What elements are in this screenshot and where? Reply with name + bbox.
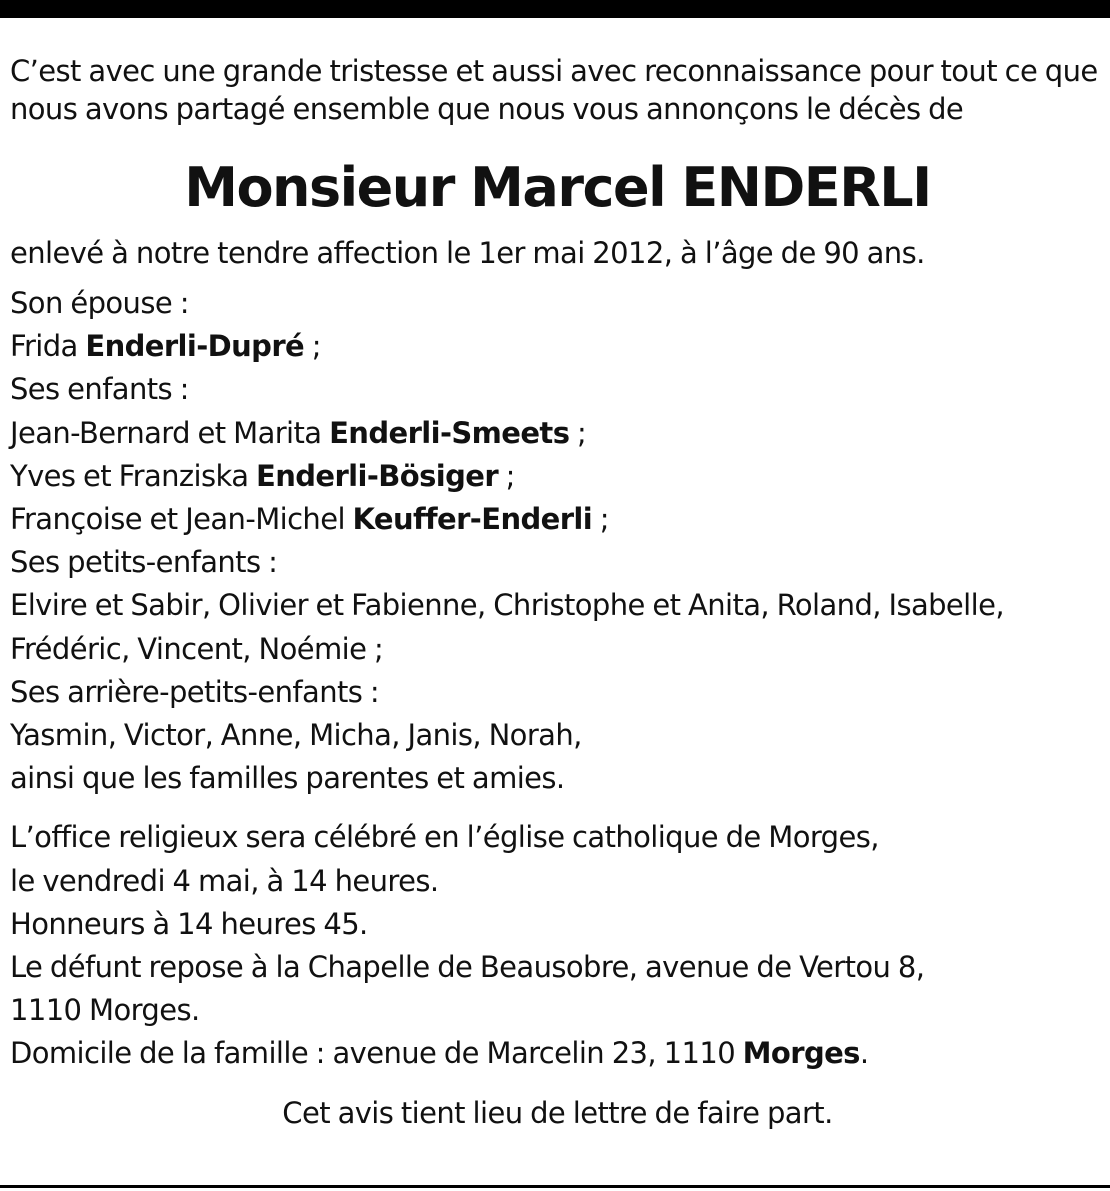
service-details — [10, 816, 1105, 1075]
spouse-first-name: Frida — [10, 329, 86, 364]
relatives-text: ainsi que les familles parentes et amies. — [10, 761, 565, 796]
child-end: ; — [592, 502, 609, 537]
great-grandchildren-label: Ses arrière-petits-enfants : — [10, 674, 380, 709]
child-first-names: Yves et Franziska — [10, 458, 256, 493]
family-domicile — [10, 1032, 1105, 1075]
great-grandchildren-names: Yasmin, Victor, Anne, Micha, Janis, Norah, — [10, 718, 582, 753]
grandchildren-names: Elvire et Sabir, Olivier et Fabienne, Christophe et Anita, Roland, Isabelle, — [10, 588, 1004, 623]
spouse-entry — [10, 325, 1105, 368]
child-end: ; — [498, 458, 515, 493]
obituary-notice — [10, 52, 1105, 1132]
closing-note: Cet avis tient lieu de lettre de faire part. — [282, 1095, 833, 1130]
spouse-surname: Enderli-Dupré — [85, 329, 305, 364]
child-surname: Enderli-Smeets — [329, 415, 570, 450]
honours-time: Honneurs à 14 heures 45. — [10, 906, 368, 941]
intro-text: C’est avec une grande tristesse et aussi avec reconnaissance pour tout ce que nous avons partagé ensemble que nous vous annonçons le décès de — [10, 54, 1098, 126]
child-first-names: Françoise et Jean-Michel — [10, 502, 353, 537]
domicile-address: Domicile de la famille : avenue de Marcelin 23, 1110 — [10, 1036, 743, 1071]
domicile-city: Morges — [742, 1036, 860, 1071]
child-surname: Keuffer-Enderli — [352, 502, 593, 537]
bottom-rule — [0, 1185, 1110, 1188]
spouse-end: ; — [304, 329, 321, 364]
children-label: Ses enfants : — [10, 372, 189, 407]
deceased-name: Monsieur Marcel ENDERLI — [184, 156, 931, 219]
child-entry — [10, 455, 1105, 498]
family-list — [10, 282, 1105, 800]
child-entry — [10, 412, 1105, 455]
child-surname: Enderli-Bösiger — [255, 458, 499, 493]
grandchildren-names: Frédéric, Vincent, Noémie ; — [10, 631, 384, 666]
service-location: L’office religieux sera célébré en l’église catholique de Morges, — [10, 820, 879, 855]
spouse-label: Son épouse : — [10, 286, 189, 320]
domicile-end: . — [859, 1036, 869, 1071]
child-end: ; — [569, 415, 587, 450]
grandchildren-label: Ses petits-enfants : — [10, 545, 278, 580]
death-announcement: enlevé à notre tendre affection le 1er mai 2012, à l’âge de 90 ans. — [10, 236, 925, 270]
top-rule — [0, 0, 1110, 18]
resting-place: Le défunt repose à la Chapelle de Beausobre, avenue de Vertou 8, — [10, 950, 925, 985]
resting-place-city: 1110 Morges. — [10, 993, 200, 1028]
child-first-names: Jean-Bernard et Marita — [10, 415, 330, 450]
child-entry — [10, 498, 1105, 541]
service-date: le vendredi 4 mai, à 14 heures. — [10, 863, 439, 898]
